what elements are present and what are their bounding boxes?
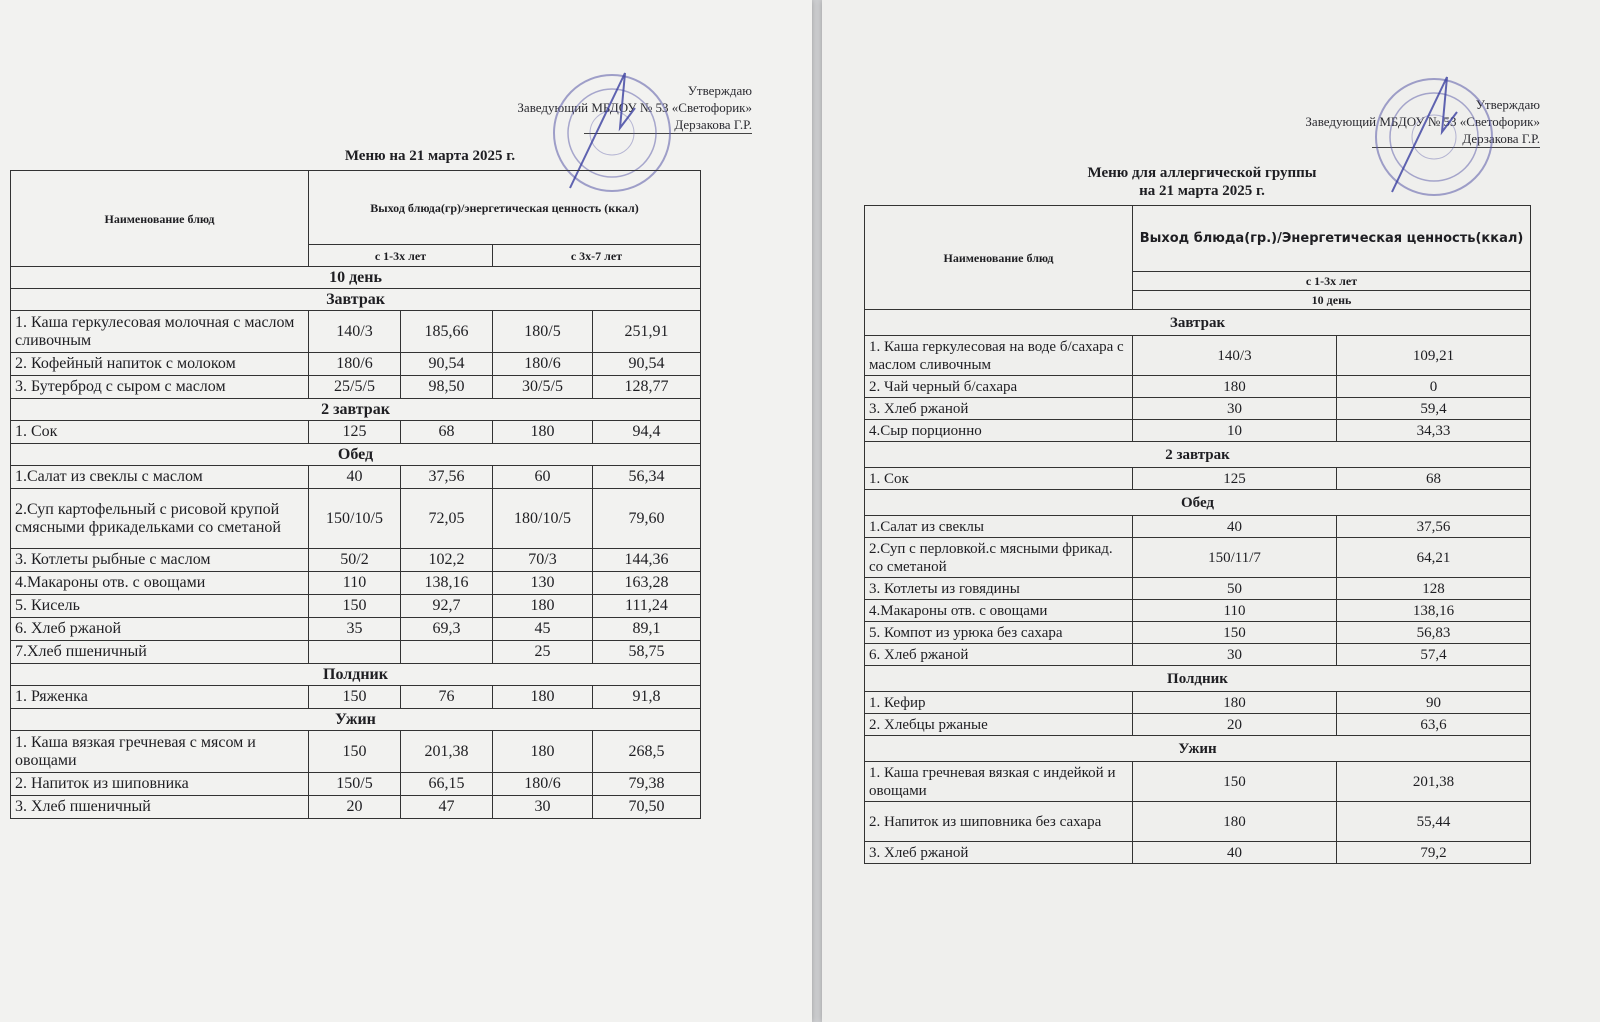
dish-value: 111,24 — [593, 595, 701, 618]
header-age-1-3: с 1-3х лет — [1133, 272, 1531, 291]
dish-value: 60 — [493, 466, 593, 489]
approval-line: Утверждаю — [1475, 97, 1540, 112]
dish-name: 4.Сыр порционно — [865, 420, 1133, 442]
dish-value: 35 — [309, 618, 401, 641]
dish-value: 138,16 — [1337, 600, 1531, 622]
dish-value: 45 — [493, 618, 593, 641]
menu-row — [11, 731, 701, 773]
dish-value: 180 — [493, 595, 593, 618]
dish-value: 79,60 — [593, 489, 701, 549]
dish-value: 66,15 — [401, 773, 493, 796]
dish-value: 140/3 — [1133, 336, 1337, 376]
dish-name: 4.Макароны отв. с овощами — [11, 572, 309, 595]
dish-value: 180 — [493, 421, 593, 444]
dish-value: 30 — [1133, 398, 1337, 420]
dish-value: 63,6 — [1337, 714, 1531, 736]
approval-block — [517, 82, 752, 134]
menu-row — [11, 376, 701, 399]
header-name: Наименование блюд — [11, 171, 309, 267]
dish-value: 72,05 — [401, 489, 493, 549]
menu-row — [11, 618, 701, 641]
dish-value: 58,75 — [593, 641, 701, 664]
dish-name: 1. Кефир — [865, 692, 1133, 714]
menu-row — [11, 421, 701, 444]
approval-line: Утверждаю — [687, 83, 752, 98]
dish-value — [401, 641, 493, 664]
menu-row — [11, 641, 701, 664]
section-title: Обед — [865, 490, 1531, 516]
dish-name: 1. Каша геркулесовая на воде б/сахара с маслом сливочным — [865, 336, 1133, 376]
dish-name: 1. Каша гречневая вязкая с индейкой и овощами — [865, 762, 1133, 802]
dish-value: 34,33 — [1337, 420, 1531, 442]
dish-value: 37,56 — [1337, 516, 1531, 538]
menu-row — [865, 516, 1531, 538]
header-name: Наименование блюд — [865, 206, 1133, 310]
dish-value: 50 — [1133, 578, 1337, 600]
menu-row — [11, 796, 701, 819]
dish-value: 128,77 — [593, 376, 701, 399]
approval-signature-line: Дерзакова Г.Р. — [584, 116, 752, 134]
dish-value: 140/3 — [309, 311, 401, 353]
dish-value: 10 — [1133, 420, 1337, 442]
dish-value: 180 — [493, 731, 593, 773]
header-age-3-7: с 3х-7 лет — [493, 245, 701, 267]
day-label: 10 день — [1133, 291, 1531, 310]
menu-row — [11, 466, 701, 489]
menu-table-right — [864, 205, 1531, 864]
dish-value: 91,8 — [593, 686, 701, 709]
menu-row — [865, 714, 1531, 736]
dish-name: 3. Бутерброд с сыром с маслом — [11, 376, 309, 399]
section-title: Ужин — [865, 736, 1531, 762]
menu-table-left — [10, 170, 701, 819]
dish-name: 2.Суп картофельный с рисовой крупой смясными фрикадельками со сметаной — [11, 489, 309, 549]
dish-value: 25 — [493, 641, 593, 664]
dish-value: 125 — [309, 421, 401, 444]
dish-value: 180/6 — [493, 773, 593, 796]
dish-value: 128 — [1337, 578, 1531, 600]
menu-row — [11, 595, 701, 618]
dish-value: 150 — [309, 686, 401, 709]
dish-value: 40 — [309, 466, 401, 489]
dish-value: 90 — [1337, 692, 1531, 714]
dish-value: 40 — [1133, 842, 1337, 864]
dish-value: 69,3 — [401, 618, 493, 641]
dish-name: 1. Сок — [865, 468, 1133, 490]
menu-row — [865, 644, 1531, 666]
dish-value: 150 — [309, 731, 401, 773]
dish-value: 125 — [1133, 468, 1337, 490]
menu-row — [865, 376, 1531, 398]
dish-value: 37,56 — [401, 466, 493, 489]
section-title: Завтрак — [865, 310, 1531, 336]
dish-value: 180/10/5 — [493, 489, 593, 549]
dish-value: 185,66 — [401, 311, 493, 353]
dish-value: 144,36 — [593, 549, 701, 572]
dish-value: 180/6 — [309, 353, 401, 376]
dish-value: 94,4 — [593, 421, 701, 444]
dish-name: 3. Котлеты рыбные с маслом — [11, 549, 309, 572]
approval-line: Заведующий МБДОУ № 53 «Светофорик» — [1305, 114, 1540, 129]
section-title: Завтрак — [11, 289, 701, 311]
menu-row — [865, 538, 1531, 578]
dish-name: 1.Салат из свеклы с маслом — [11, 466, 309, 489]
section-title: Полдник — [11, 664, 701, 686]
dish-name: 1. Ряженка — [11, 686, 309, 709]
menu-row — [865, 600, 1531, 622]
dish-value: 25/5/5 — [309, 376, 401, 399]
menu-title-allergy — [1052, 164, 1352, 200]
dish-name: 2. Напиток из шиповника — [11, 773, 309, 796]
dish-value: 201,38 — [1337, 762, 1531, 802]
dish-value: 30/5/5 — [493, 376, 593, 399]
dish-value: 150/11/7 — [1133, 538, 1337, 578]
dish-value: 70/3 — [493, 549, 593, 572]
dish-value: 150 — [1133, 622, 1337, 644]
dish-value: 90,54 — [401, 353, 493, 376]
menu-row — [865, 336, 1531, 376]
menu-row — [11, 311, 701, 353]
dish-value: 180 — [1133, 692, 1337, 714]
dish-value: 89,1 — [593, 618, 701, 641]
dish-value: 56,34 — [593, 466, 701, 489]
dish-value: 40 — [1133, 516, 1337, 538]
dish-value: 90,54 — [593, 353, 701, 376]
dish-value: 70,50 — [593, 796, 701, 819]
header-age-1-3: с 1-3х лет — [309, 245, 493, 267]
dish-name: 6. Хлеб ржаной — [865, 644, 1133, 666]
dish-value: 180 — [493, 686, 593, 709]
dish-name: 2. Хлебцы ржаные — [865, 714, 1133, 736]
day-label: 10 день — [11, 267, 701, 289]
dish-name: 2.Суп с перловкой.с мясными фрикад. со сметаной — [865, 538, 1133, 578]
menu-row — [865, 842, 1531, 864]
menu-row — [865, 802, 1531, 842]
section-title: Обед — [11, 444, 701, 466]
dish-value: 64,21 — [1337, 538, 1531, 578]
dish-value: 150 — [1133, 762, 1337, 802]
dish-value: 201,38 — [401, 731, 493, 773]
dish-value: 56,83 — [1337, 622, 1531, 644]
dish-value: 150/10/5 — [309, 489, 401, 549]
header-output: Выход блюда(гр)/энергетическая ценность (ккал) — [309, 171, 701, 245]
dish-name: 3. Хлеб ржаной — [865, 398, 1133, 420]
menu-row — [11, 489, 701, 549]
menu-title: Меню на 21 марта 2025 г. — [344, 148, 516, 164]
dish-value: 102,2 — [401, 549, 493, 572]
dish-value: 180 — [1133, 802, 1337, 842]
menu-row — [865, 398, 1531, 420]
menu-row — [865, 762, 1531, 802]
menu-row — [11, 572, 701, 595]
dish-value: 98,50 — [401, 376, 493, 399]
menu-row — [865, 622, 1531, 644]
menu-row — [865, 692, 1531, 714]
dish-value: 0 — [1337, 376, 1531, 398]
dish-value: 57,4 — [1337, 644, 1531, 666]
dish-name: 1.Салат из свеклы — [865, 516, 1133, 538]
dish-value: 110 — [1133, 600, 1337, 622]
dish-value: 180 — [1133, 376, 1337, 398]
dish-value: 79,38 — [593, 773, 701, 796]
dish-value: 30 — [1133, 644, 1337, 666]
dish-value: 150 — [309, 595, 401, 618]
dish-value: 180/6 — [493, 353, 593, 376]
dish-value — [309, 641, 401, 664]
dish-value: 20 — [309, 796, 401, 819]
dish-value: 150/5 — [309, 773, 401, 796]
header-output: Выход блюда(гр.)/Энергетическая ценность(ккал) — [1133, 206, 1531, 272]
dish-name: 2. Чай черный б/сахара — [865, 376, 1133, 398]
dish-name: 4.Макароны отв. с овощами — [865, 600, 1133, 622]
dish-name: 3. Котлеты из говядины — [865, 578, 1133, 600]
menu-row — [11, 549, 701, 572]
approval-block — [1305, 96, 1540, 148]
dish-name: 6. Хлеб ржаной — [11, 618, 309, 641]
menu-title-line: на 21 марта 2025 г. — [1139, 183, 1265, 199]
dish-name: 2. Кофейный напиток с молоком — [11, 353, 309, 376]
dish-value: 76 — [401, 686, 493, 709]
dish-name: 5. Компот из урюка без сахара — [865, 622, 1133, 644]
dish-value: 55,44 — [1337, 802, 1531, 842]
dish-value: 79,2 — [1337, 842, 1531, 864]
menu-row — [11, 773, 701, 796]
section-title: 2 завтрак — [865, 442, 1531, 468]
dish-name: 7.Хлеб пшеничный — [11, 641, 309, 664]
dish-value: 251,91 — [593, 311, 701, 353]
dish-value: 68 — [1337, 468, 1531, 490]
section-title: 2 завтрак — [11, 399, 701, 421]
section-title: Полдник — [865, 666, 1531, 692]
approval-signature-line: Дерзакова Г.Р. — [1372, 130, 1540, 148]
dish-value: 30 — [493, 796, 593, 819]
menu-row — [865, 468, 1531, 490]
menu-row — [11, 353, 701, 376]
menu-row — [865, 578, 1531, 600]
dish-value: 109,21 — [1337, 336, 1531, 376]
section-title: Ужин — [11, 709, 701, 731]
dish-value: 110 — [309, 572, 401, 595]
menu-title-line: Меню для аллергической группы — [1087, 165, 1317, 181]
dish-name: 1. Каша геркулесовая молочная с маслом сливочным — [11, 311, 309, 353]
dish-name: 3. Хлеб пшеничный — [11, 796, 309, 819]
dish-name: 5. Кисель — [11, 595, 309, 618]
dish-value: 130 — [493, 572, 593, 595]
dish-value: 163,28 — [593, 572, 701, 595]
approval-line: Заведующий МБДОУ № 53 «Светофорик» — [517, 100, 752, 115]
menu-row — [11, 686, 701, 709]
dish-name: 2. Напиток из шиповника без сахара — [865, 802, 1133, 842]
dish-value: 68 — [401, 421, 493, 444]
menu-row — [865, 420, 1531, 442]
dish-name: 3. Хлеб ржаной — [865, 842, 1133, 864]
dish-value: 92,7 — [401, 595, 493, 618]
dish-value: 20 — [1133, 714, 1337, 736]
dish-value: 268,5 — [593, 731, 701, 773]
dish-value: 180/5 — [493, 311, 593, 353]
dish-value: 47 — [401, 796, 493, 819]
dish-name: 1. Сок — [11, 421, 309, 444]
dish-value: 59,4 — [1337, 398, 1531, 420]
dish-value: 138,16 — [401, 572, 493, 595]
dish-name: 1. Каша вязкая гречневая с мясом и овощами — [11, 731, 309, 773]
dish-value: 50/2 — [309, 549, 401, 572]
